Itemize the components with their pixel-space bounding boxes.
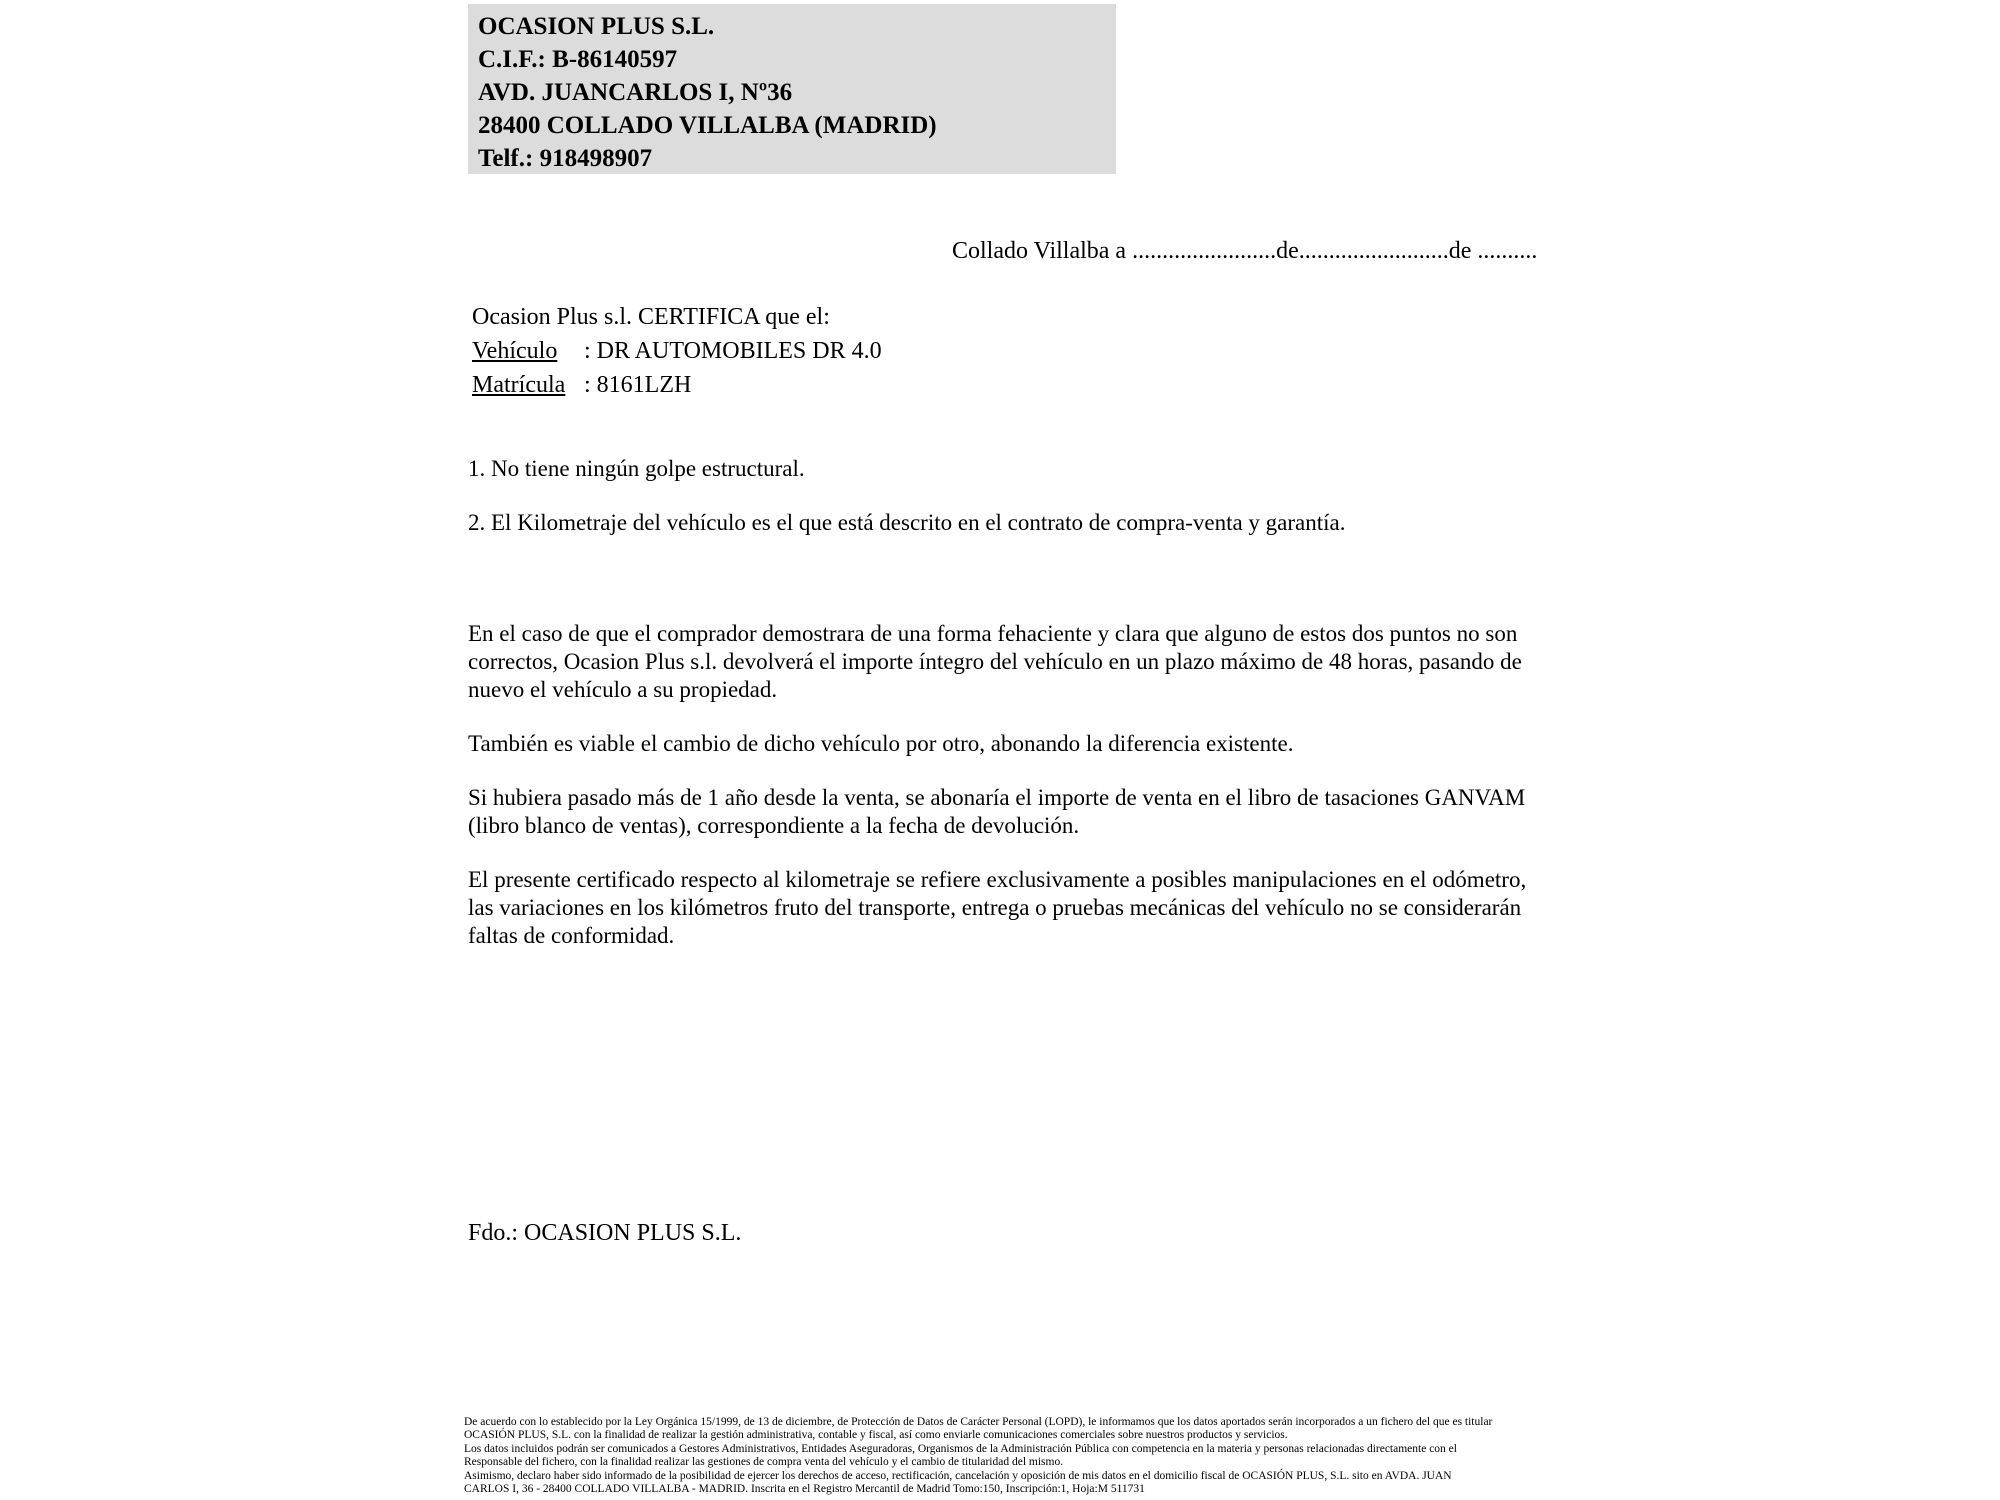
certified-items [468, 455, 1558, 563]
vehicle-label: Vehículo [472, 338, 558, 364]
certifies-intro: Ocasion Plus s.l. CERTIFICA que el: [472, 304, 830, 330]
legal-line-3: Los datos incluidos podrán ser comunicados a Gestores Administrativos, Entidades Aseguradoras, Organismos de la Administración Pública con competencia en la materia y personas relacionadas directamente con el [464, 1442, 1457, 1455]
vehicle-value: : DR AUTOMOBILES DR 4.0 [584, 338, 882, 364]
vehicle-row [472, 334, 882, 368]
paragraph-ganvam: Si hubiera pasado más de 1 año desde la venta, se abonaría el importe de venta en el libro de tasaciones GANVAM (libro blanco de ventas), correspondiente a la fecha de devolución. [468, 785, 1526, 838]
company-city: 28400 COLLADO VILLALBA (MADRID) [478, 112, 937, 139]
legal-line-6: CARLOS I, 36 - 28400 COLLADO VILLALBA - MADRID. Inscrita en el Registro Mercantil de Madrid Tomo:150, Inscripción:1, Hoja:M 511731 [464, 1483, 1145, 1496]
certified-item-2: 2. El Kilometraje del vehículo es el que está descrito en el contrato de compra-venta y garantía. [468, 510, 1346, 535]
company-address: AVD. JUANCARLOS I, Nº36 [478, 79, 793, 106]
legal-line-2: OCASIÓN PLUS, S.L. con la finalidad de realizar la gestión administrativa, contable y fiscal, así como enviarle comunicaciones comerciales sobre nuestros productos y servicios. [464, 1429, 1288, 1442]
company-cif: C.I.F.: B-86140597 [478, 46, 678, 73]
legal-fine-print [464, 1416, 1569, 1496]
legal-line-1: De acuerdo con lo establecido por la Ley Orgánica 15/1999, de 13 de diciembre, de Protección de Datos de Carácter Personal (LOPD), le informamos que los datos aportados serán incorporados a un fichero del que es titular [464, 1416, 1493, 1428]
certification-block [472, 300, 882, 402]
paragraph-refund: En el caso de que el comprador demostrara de una forma fehaciente y clara que alguno de estos dos puntos no son correctos, Ocasion Plus s.l. devolverá el importe íntegro del vehículo en un plazo máximo de 48 horas, pasando de nuevo el vehículo a su propiedad. [468, 621, 1522, 702]
legal-line-5: Asimismo, declaro haber sido informado de la posibilidad de ejercer los derechos de acceso, rectificación, cancelación y oposición de mis datos en el domicilio fiscal de OCASIÓN PLUS, S.L. sito en AVDA. JUAN [464, 1469, 1452, 1482]
paragraph-odometer: El presente certificado respecto al kilometraje se refiere exclusivamente a posibles manipulaciones en el odómetro, las variaciones en los kilómetros fruto del transporte, entrega o pruebas mecánicas del vehículo no se considerarán faltas de conformidad. [468, 867, 1527, 948]
company-phone: Telf.: 918498907 [478, 145, 653, 172]
legal-line-4: Responsable del fichero, con la finalidad realizar las gestiones de compra venta del vehículo y el cambio de titularidad del mismo. [464, 1456, 1064, 1469]
company-header-box [468, 4, 1116, 174]
plate-value: : 8161LZH [584, 372, 692, 398]
date-line: Collado Villalba a ........................de.........................de .......... [952, 238, 1538, 264]
certified-item-1: 1. No tiene ningún golpe estructural. [468, 456, 805, 481]
body-paragraphs [468, 620, 1556, 976]
company-name: OCASION PLUS S.L. [478, 13, 715, 40]
plate-row [472, 368, 882, 402]
plate-label: Matrícula [472, 372, 566, 398]
paragraph-exchange: También es viable el cambio de dicho vehículo por otro, abonando la diferencia existente. [468, 731, 1294, 756]
signature-line: Fdo.: OCASION PLUS S.L. [468, 1220, 742, 1246]
